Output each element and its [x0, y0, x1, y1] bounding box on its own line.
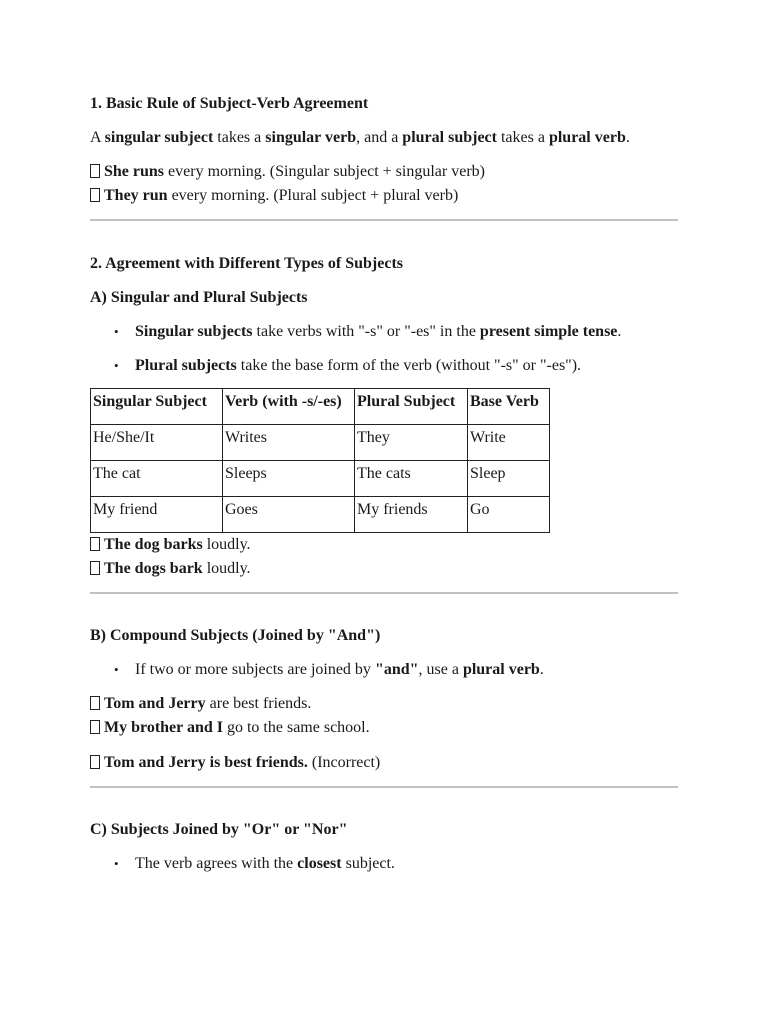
example-text: go to the same school.: [222, 719, 370, 736]
list-text: take verbs with "-s" or "-es" in the: [252, 323, 480, 340]
subsection-b-heading: B) Compound Subjects (Joined by "And"): [90, 627, 381, 644]
table-header-row: [91, 389, 550, 425]
list-text: If two or more subjects are joined by: [135, 661, 375, 678]
rule-text: takes a: [213, 129, 266, 146]
list-item: [90, 320, 678, 344]
subsection-c-list: [90, 852, 678, 876]
section-1-heading: 1. Basic Rule of Subject-Verb Agreement: [90, 95, 369, 112]
subsection-a-list: [90, 320, 678, 378]
document-content: [90, 92, 678, 876]
verb-table: [90, 388, 550, 533]
bullet-icon: •: [114, 662, 119, 677]
example-bold: My brother and I: [104, 719, 223, 736]
table-row: [91, 461, 550, 497]
checkbox-glyph-icon: [90, 720, 100, 734]
list-bold: Plural subjects: [135, 357, 237, 374]
checkbox-glyph-icon: [90, 537, 100, 551]
example-bold: Tom and Jerry: [104, 695, 206, 712]
rule-bold: plural verb: [548, 129, 626, 146]
list-bold: closest: [297, 855, 342, 872]
table-cell: Writes: [223, 425, 355, 461]
list-text: , use a: [418, 661, 463, 678]
checkbox-glyph-icon: [90, 696, 100, 710]
example-text: loudly.: [202, 536, 251, 553]
example-bold: They run: [104, 187, 168, 204]
table-header-cell: Base Verb: [468, 389, 550, 425]
example-bold: Tom and Jerry is best friends.: [104, 754, 308, 771]
example-text: are best friends.: [205, 695, 312, 712]
table-row: [91, 497, 550, 533]
list-bold: present simple tense: [479, 323, 618, 340]
list-item: [90, 658, 678, 682]
example-text: every morning. (Plural subject + plural verb): [167, 187, 459, 204]
checkbox-glyph-icon: [90, 561, 100, 575]
table-cell: He/She/It: [91, 425, 223, 461]
table-cell: The cat: [91, 461, 223, 497]
example-text: every morning. (Singular subject + singular verb): [164, 163, 485, 180]
example-line: [90, 751, 678, 775]
example-block: [90, 533, 678, 581]
rule-text: A: [90, 129, 105, 146]
example-bold: The dogs bark: [104, 560, 203, 577]
example-bold: The dog barks: [104, 536, 203, 553]
table-header-cell: Plural Subject: [355, 389, 468, 425]
rule-bold: plural subject: [402, 129, 497, 146]
table-cell: They: [355, 425, 468, 461]
table-header-cell: Verb (with -s/-es): [223, 389, 355, 425]
list-bold: Singular subjects: [135, 323, 253, 340]
incorrect-example: [90, 751, 678, 775]
bullet-icon: •: [114, 324, 119, 339]
example-line: [90, 160, 678, 184]
subsection-b-list: [90, 658, 678, 682]
subsection-a-heading: A) Singular and Plural Subjects: [90, 289, 308, 306]
example-line: [90, 557, 678, 581]
list-bold: "and": [374, 661, 419, 678]
table-cell: My friend: [91, 497, 223, 533]
table-cell: Goes: [223, 497, 355, 533]
bullet-icon: •: [114, 358, 119, 373]
table-cell: Sleep: [468, 461, 550, 497]
divider: [90, 219, 678, 221]
rule-bold: singular verb: [265, 129, 357, 146]
list-item: [90, 852, 678, 876]
example-block: [90, 692, 678, 740]
table-cell: My friends: [355, 497, 468, 533]
table-cell: The cats: [355, 461, 468, 497]
example-bold: She runs: [104, 163, 165, 180]
example-line: [90, 692, 678, 716]
checkbox-glyph-icon: [90, 755, 100, 769]
list-item: [90, 354, 678, 378]
divider: [90, 786, 678, 788]
checkbox-glyph-icon: [90, 164, 100, 178]
list-text: The verb agrees with the: [135, 855, 298, 872]
divider: [90, 592, 678, 594]
rule-text: takes a: [496, 129, 549, 146]
list-text: .: [539, 661, 544, 678]
rule-text: , and a: [356, 129, 403, 146]
table-cell: Write: [468, 425, 550, 461]
example-text: loudly.: [202, 560, 251, 577]
rule-paragraph: [90, 126, 678, 150]
section-2-heading: 2. Agreement with Different Types of Subjects: [90, 255, 403, 272]
example-line: [90, 184, 678, 208]
subsection-c-heading: C) Subjects Joined by "Or" or "Nor": [90, 821, 348, 838]
rule-text: .: [625, 129, 630, 146]
table-cell: Sleeps: [223, 461, 355, 497]
list-text: take the base form of the verb (without "-s" or "-es").: [236, 357, 582, 374]
example-text: (Incorrect): [307, 754, 381, 771]
list-bold: plural verb: [462, 661, 540, 678]
example-line: [90, 716, 678, 740]
rule-bold: singular subject: [104, 129, 214, 146]
checkbox-glyph-icon: [90, 188, 100, 202]
bullet-icon: •: [114, 856, 119, 871]
table-cell: Go: [468, 497, 550, 533]
example-line: [90, 533, 678, 557]
table-row: [91, 425, 550, 461]
list-text: subject.: [341, 855, 395, 872]
example-block: [90, 160, 678, 208]
list-text: .: [617, 323, 622, 340]
table-header-cell: Singular Subject: [91, 389, 223, 425]
